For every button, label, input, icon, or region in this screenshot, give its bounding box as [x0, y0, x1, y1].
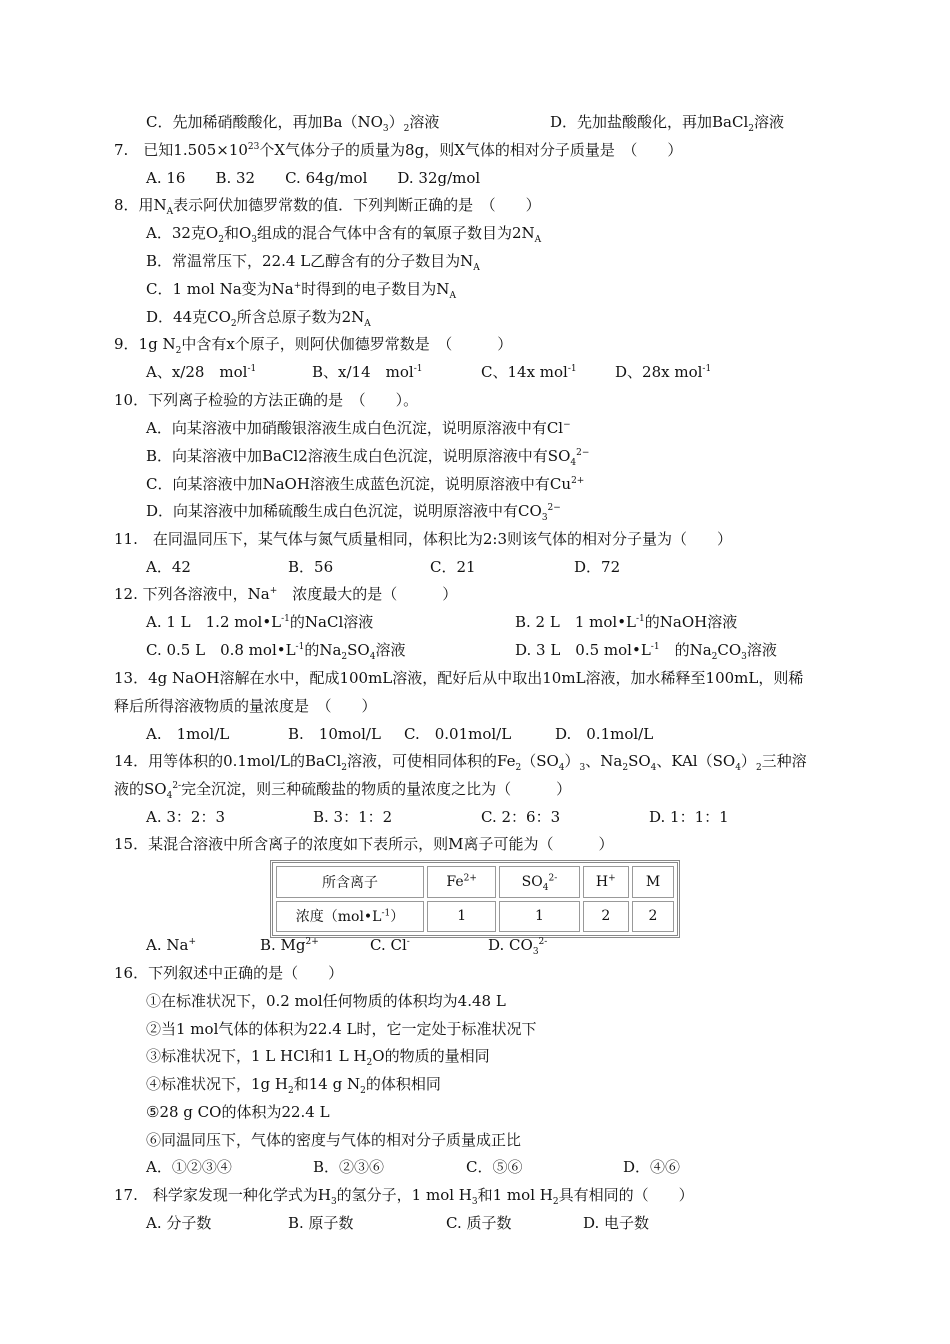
q6-option-d: D．先加盐酸酸化，再加BaCl$_2$溶液 — [550, 113, 785, 134]
q13-option-c: C. 0.01mol/L — [404, 725, 512, 743]
table-header-row — [276, 866, 674, 898]
q16-option-a: A．①②③④ — [146, 1158, 232, 1176]
q10-option-c: C．向某溶液中加NaOH溶液生成蓝色沉淀，说明原溶液中有$Cu^{2+}$ — [146, 475, 585, 493]
q8-option-c: C．1 mol Na变为Na+时得到的电子数目为$N_A$ — [146, 280, 456, 301]
q10-stem: 10．下列离子检验的方法正确的是 （ ）。 — [114, 391, 419, 409]
table-cell: 浓度$(mol•L^{-1})$ — [276, 901, 424, 933]
q12-stem: 12. 下列各溶液中，Na+ 浓度最大的是（ ） — [114, 585, 458, 603]
q6-option-c: C．先加稀硝酸酸化，再加$Ba(NO_3)_2$溶液 — [146, 113, 440, 134]
q11-option-b: B．56 — [288, 558, 334, 576]
q16-statement-3: ③标准状况下，1 L HCl和1 L $H_2O$的物质的量相同 — [146, 1047, 490, 1068]
q13-option-b: B. 10mol/L — [288, 725, 381, 743]
ion-concentration-table — [270, 860, 680, 938]
q8-option-a: A．32克$O_2$和$O_3$组成的混合气体中含有的氧原子数目为$2N_A$ — [146, 224, 542, 245]
q14-option-b: B. 3：1：2 — [313, 808, 393, 826]
q17-option-d: D. 电子数 — [583, 1214, 650, 1232]
q16-option-b: B．②③⑥ — [313, 1158, 385, 1176]
table-cell: 2 — [583, 901, 629, 933]
q12-option-c: C. 0.5 L 0.8 $mol•L^{-1}$的$Na_2SO_4$溶液 — [146, 641, 406, 662]
q10-option-d: D．向某溶液中加稀硫酸生成白色沉淀，说明原溶液中有$CO_3^{2-}$ — [146, 502, 561, 523]
q14-option-c: C. 2：6：3 — [481, 808, 561, 826]
q8-option-b: B．常温常压下，22.4 L乙醇含有的分子数目为$N_A$ — [146, 252, 480, 273]
q16-option-d: D．④⑥ — [623, 1158, 681, 1176]
q17-option-b: B. 原子数 — [288, 1214, 354, 1232]
q7-options: A. 16 B. 32 C. 64g/mol D. 32g/mol — [146, 169, 481, 187]
table-cell: $Fe^{2+}$ — [427, 866, 496, 898]
q15-option-a: A. Na+ — [146, 936, 196, 954]
q9-option-a: A、x/28 mol$^{-1}$ — [146, 363, 257, 381]
q16-stem: 16．下列叙述中正确的是（ ） — [114, 964, 344, 982]
q14-option-d: D. 1：1：1 — [649, 808, 729, 826]
q13-stem-line2: 释后所得溶液物质的量浓度是 （ ） — [114, 697, 377, 715]
table-cell: M — [632, 866, 674, 898]
q7-stem: 7. 已知$1.505\times 10^{23}$个X气体分子的质量为8g，则X气体的相对分子质量是 （ ） — [114, 141, 683, 159]
table-cell: $SO_4^{2-}$ — [499, 866, 579, 898]
q13-option-a: A. 1mol/L — [146, 725, 230, 743]
table-cell: H+ — [583, 866, 629, 898]
q11-option-d: D．72 — [574, 558, 621, 576]
q8-stem: 8．用$N_A$表示阿伏加德罗常数的值．下列判断正确的是 （ ） — [114, 196, 541, 217]
q16-statement-5: ⑤28 g CO的体积为22.4 L — [146, 1103, 330, 1121]
q14-stem-line1: 14．用等体积的0.1mol/L的BaCl$_2$溶液，可使相同体积的$Fe_2(SO_4)_3$、$Na_2SO_4$、$KAl(SO_4)_2$三种溶 — [114, 752, 807, 773]
q16-statement-4: ④标准状况下，1g $H_2$和14 g $N_2$的体积相同 — [146, 1075, 441, 1096]
q10-option-b: B．向某溶液中加BaCl2溶液生成白色沉淀，说明原溶液中有$SO_4^{2-}$ — [146, 447, 590, 468]
q9-option-d: D、28x mol$^{-1}$ — [615, 363, 712, 381]
table-cell: 2 — [632, 901, 674, 933]
q15-option-b: B. $Mg^{2+}$ — [260, 936, 319, 954]
q8-option-d: D．44克$CO_2$所含总原子数为$2N_A$ — [146, 308, 371, 329]
q14-option-a: A. 3：2：3 — [146, 808, 225, 826]
q17-stem: 17. 科学家发现一种化学式为$H_3$的氢分子，1 mol $H_3$和1 mol $H_2$具有相同的（ ） — [114, 1186, 694, 1207]
q13-option-d: D. 0.1mol/L — [555, 725, 654, 743]
q17-option-a: A. 分子数 — [146, 1214, 212, 1232]
table-cell: 1 — [427, 901, 496, 933]
q9-option-c: C、14x mol$^{-1}$ — [481, 363, 577, 381]
q16-statement-1: ①在标准状况下，0.2 mol任何物质的体积均为4.48 L — [146, 992, 506, 1010]
q12-option-a: A. 1 L 1.2 $mol•L^{-1}$的NaCl溶液 — [146, 613, 374, 631]
q15-stem: 15．某混合溶液中所含离子的浓度如下表所示，则M离子可能为（ ） — [114, 835, 614, 853]
q9-stem: 9．1g $N_2$中含有x个原子，则阿伏伽德罗常数是 （ ） — [114, 335, 513, 356]
q12-option-d: D. 3 L 0.5 $mol•L^{-1}$ 的$Na_2CO_3$溶液 — [515, 641, 777, 662]
q13-stem-line1: 13．4g NaOH溶解在水中，配成100mL溶液，配好后从中取出10mL溶液，加水稀释至100mL，则稀 — [114, 669, 804, 687]
q12-option-b: B. 2 L 1 $mol•L^{-1}$的NaOH溶液 — [515, 613, 738, 631]
q14-stem-line2: 液的$SO_4^{2-}$完全沉淀，则三种硫酸盐的物质的量浓度之比为（ ） — [114, 780, 572, 801]
q16-option-c: C．⑤⑥ — [466, 1158, 523, 1176]
q15-option-d: D. $CO_3^{2-}$ — [488, 936, 548, 957]
table-cell: 所含离子 — [276, 866, 424, 898]
table-cell: 1 — [499, 901, 579, 933]
q9-option-b: B、x/14 mol$^{-1}$ — [312, 363, 423, 381]
q10-option-a: A．向某溶液中加硝酸银溶液生成白色沉淀，说明原溶液中有Cl− — [146, 419, 571, 437]
table-row — [276, 901, 674, 933]
q16-statement-2: ②当1 mol气体的体积为22.4 L时，它一定处于标准状况下 — [146, 1020, 537, 1038]
q16-statement-6: ⑥同温同压下，气体的密度与气体的相对分子质量成正比 — [146, 1131, 522, 1149]
q11-option-c: C．21 — [430, 558, 476, 576]
q11-option-a: A．42 — [146, 558, 191, 576]
q17-option-c: C. 质子数 — [446, 1214, 512, 1232]
q11-stem: 11. 在同温同压下，某气体与氮气质量相同，体积比为2:3则该气体的相对分子量为（ ） — [114, 530, 732, 548]
q15-option-c: C. Cl- — [370, 936, 410, 954]
